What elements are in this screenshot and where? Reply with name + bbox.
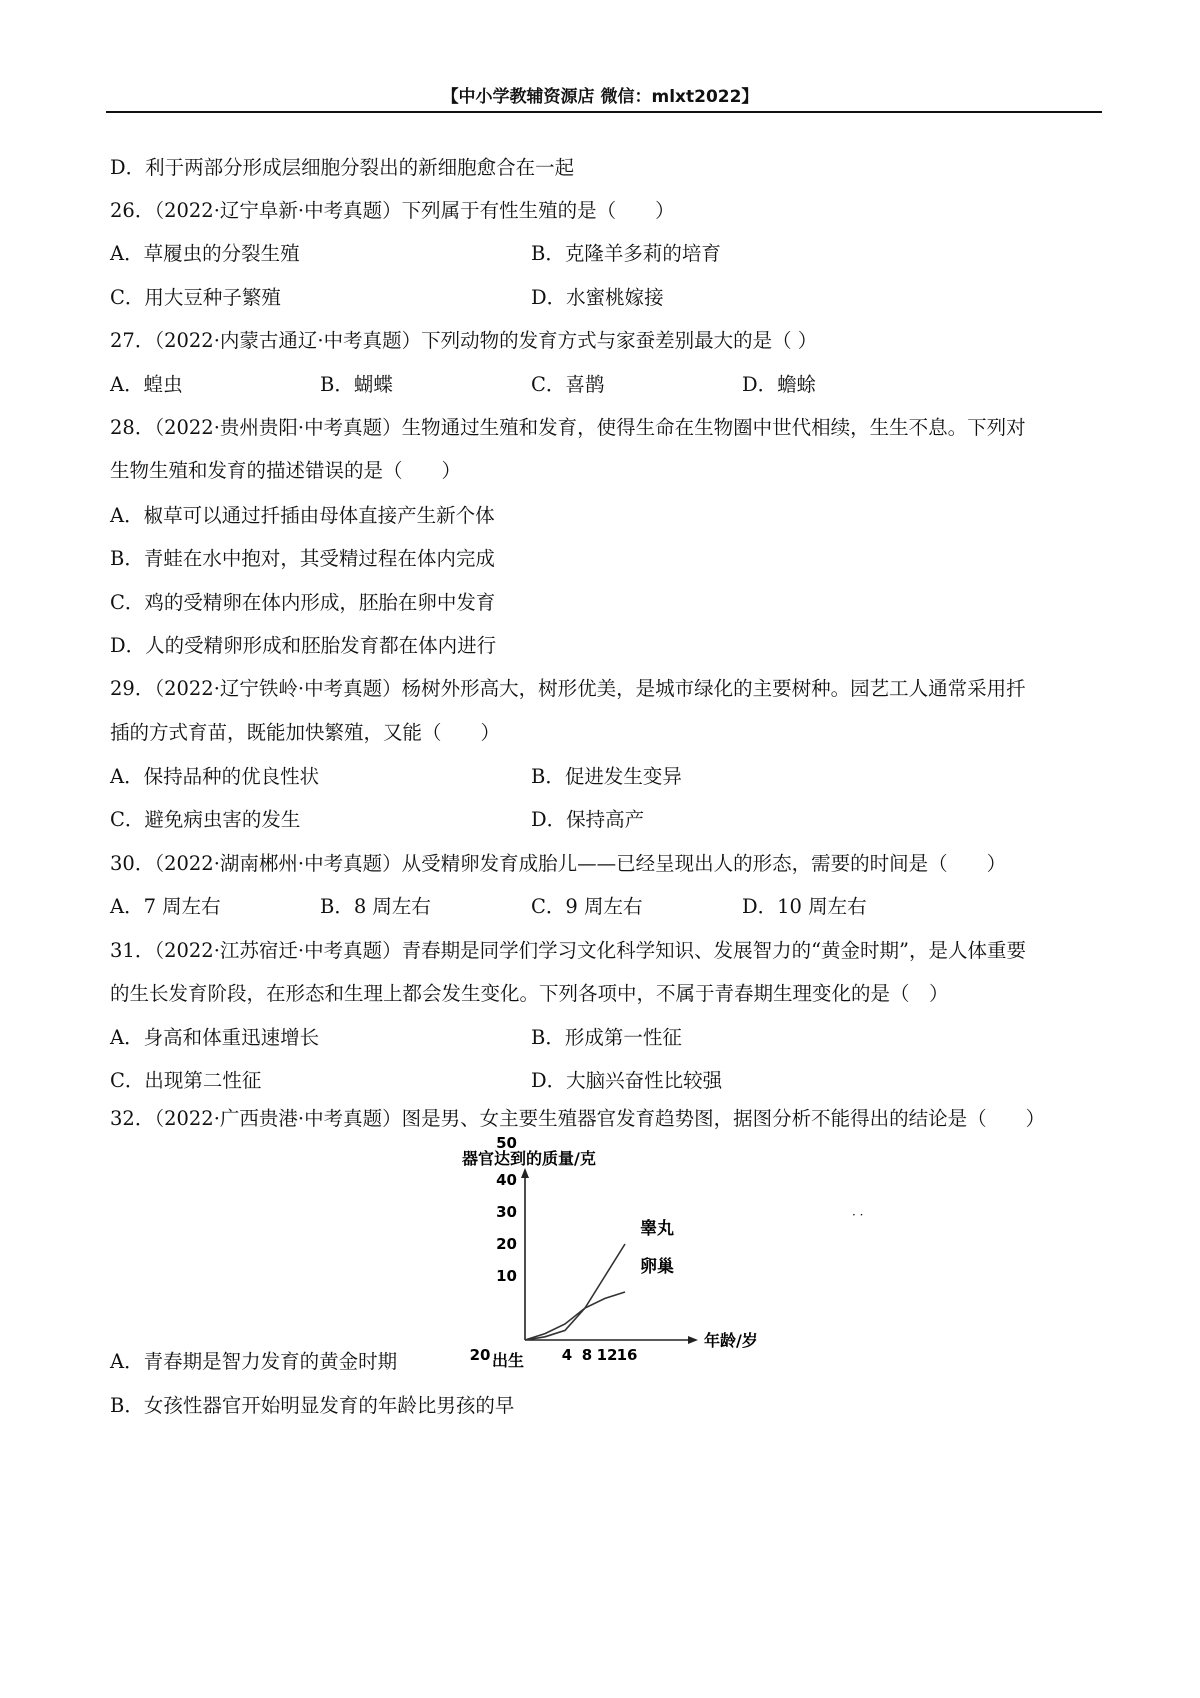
q31-option-a: A．身高和体重迅速增长 (110, 1026, 320, 1049)
x-tick-4: 4 (561, 1346, 573, 1364)
q28-option-a: A．椒草可以通过扦插由母体直接产生新个体 (110, 504, 495, 527)
series-label-testis: 睾丸 (640, 1219, 674, 1239)
q27-option-c: C．喜鹊 (531, 373, 605, 396)
origin-label: 出生 (492, 1351, 525, 1370)
y-tick-20: 20 (496, 1235, 517, 1253)
q29-option-a: A．保持品种的优良性状 (110, 765, 320, 788)
q30-option-b: B．8 周左右 (320, 895, 431, 918)
series-label-ovary: 卵巢 (640, 1257, 674, 1277)
y-tick-10: 10 (496, 1267, 517, 1285)
emphasis-dots: · · (852, 1208, 864, 1222)
prev-option-d: D．利于两部分形成层细胞分裂出的新细胞愈合在一起 (110, 156, 575, 179)
q26-option-c: C．用大豆种子繁殖 (110, 286, 281, 309)
question-32-stem: 32．（2022·广西贵港·中考真题）图是男、女主要生殖器官发育趋势图，据图分析不能得出的结论是（ ） (110, 1107, 1046, 1130)
q30-option-d: D．10 周左右 (742, 895, 867, 918)
question-29-stem-line1: 29．（2022·辽宁铁岭·中考真题）杨树外形高大，树形优美，是城市绿化的主要树种。园艺工人通常采用扦 (110, 677, 1026, 700)
q28-option-b: B．青蛙在水中抱对，其受精过程在体内完成 (110, 547, 495, 570)
q31-option-c: C．出现第二性征 (110, 1069, 262, 1092)
x-axis-arrow (688, 1336, 698, 1344)
q28-option-c: C．鸡的受精卵在体内形成，胚胎在卵中发育 (110, 591, 496, 614)
page-header: 【中小学教辅资源店 微信：mlxt2022】 (441, 87, 759, 107)
question-31-stem-line1: 31．（2022·江苏宿迁·中考真题）青春期是同学们学习文化科学知识、发展智力的“黄金时期”，是人体重要 (110, 939, 1027, 962)
q30-option-a: A．7 周左右 (110, 895, 221, 918)
x-tick-20: 20 (469, 1346, 491, 1364)
question-26-stem: 26．（2022·辽宁阜新·中考真题）下列属于有性生殖的是（ ） (110, 199, 675, 222)
x-tick-8: 8 (581, 1346, 593, 1364)
header-rule (106, 111, 1102, 113)
x-axis-label: 年龄/岁 (704, 1331, 758, 1350)
y-tick-40: 40 (496, 1171, 517, 1189)
question-28-stem-line1: 28．（2022·贵州贵阳·中考真题）生物通过生殖和发育，使得生命在生物圈中世代相续，生生不息。下列对 (110, 416, 1026, 439)
q27-option-b: B．蝴蝶 (320, 373, 393, 396)
q29-option-b: B．促进发生变异 (531, 765, 682, 788)
question-27-stem: 27．（2022·内蒙古通辽·中考真题）下列动物的发育方式与家蚕差别最大的是（ ） (110, 329, 818, 352)
y-axis-label: 器官达到的质量/克 (462, 1149, 596, 1168)
question-31-stem-line2: 的生长发育阶段，在形态和生理上都会发生变化。下列各项中，不属于青春期生理变化的是（ ） (110, 982, 949, 1005)
series-line-testis (525, 1244, 625, 1340)
q26-option-a: A．草履虫的分裂生殖 (110, 242, 300, 265)
q29-option-d: D．保持高产 (531, 808, 645, 831)
y-axis-arrow (521, 1168, 529, 1178)
x-tick-16: 16 (616, 1346, 638, 1364)
x-tick-12: 12 (596, 1346, 618, 1364)
q29-option-c: C．避免病虫害的发生 (110, 808, 301, 831)
y-tick-30: 30 (496, 1203, 517, 1221)
q30-option-c: C．9 周左右 (531, 895, 643, 918)
q27-option-d: D．蟾蜍 (742, 373, 817, 396)
q31-option-d: D．大脑兴奋性比较强 (531, 1069, 723, 1092)
q31-option-b: B．形成第一性征 (531, 1026, 682, 1049)
q26-option-b: B．克隆羊多莉的培育 (531, 242, 721, 265)
q32-option-b: B．女孩性器官开始明显发育的年龄比男孩的早 (110, 1394, 515, 1417)
q26-option-d: D．水蜜桃嫁接 (531, 286, 664, 309)
q32-option-a: A．青春期是智力发育的黄金时期 (110, 1350, 398, 1373)
question-28-stem-line2: 生物生殖和发育的描述错误的是（ ） (110, 459, 462, 482)
y-tick-50: 50 (496, 1134, 517, 1152)
q28-option-d: D．人的受精卵形成和胚胎发育都在体内进行 (110, 634, 497, 657)
question-30-stem: 30．（2022·湖南郴州·中考真题）从受精卵发育成胎儿——已经呈现出人的形态，需要的时间是（ ） (110, 852, 1007, 875)
organ-growth-chart (462, 1134, 758, 1370)
series-line-ovary (525, 1292, 625, 1340)
question-29-stem-line2: 插的方式育苗，既能加快繁殖，又能（ ） (110, 721, 501, 744)
q27-option-a: A．蝗虫 (110, 373, 183, 396)
